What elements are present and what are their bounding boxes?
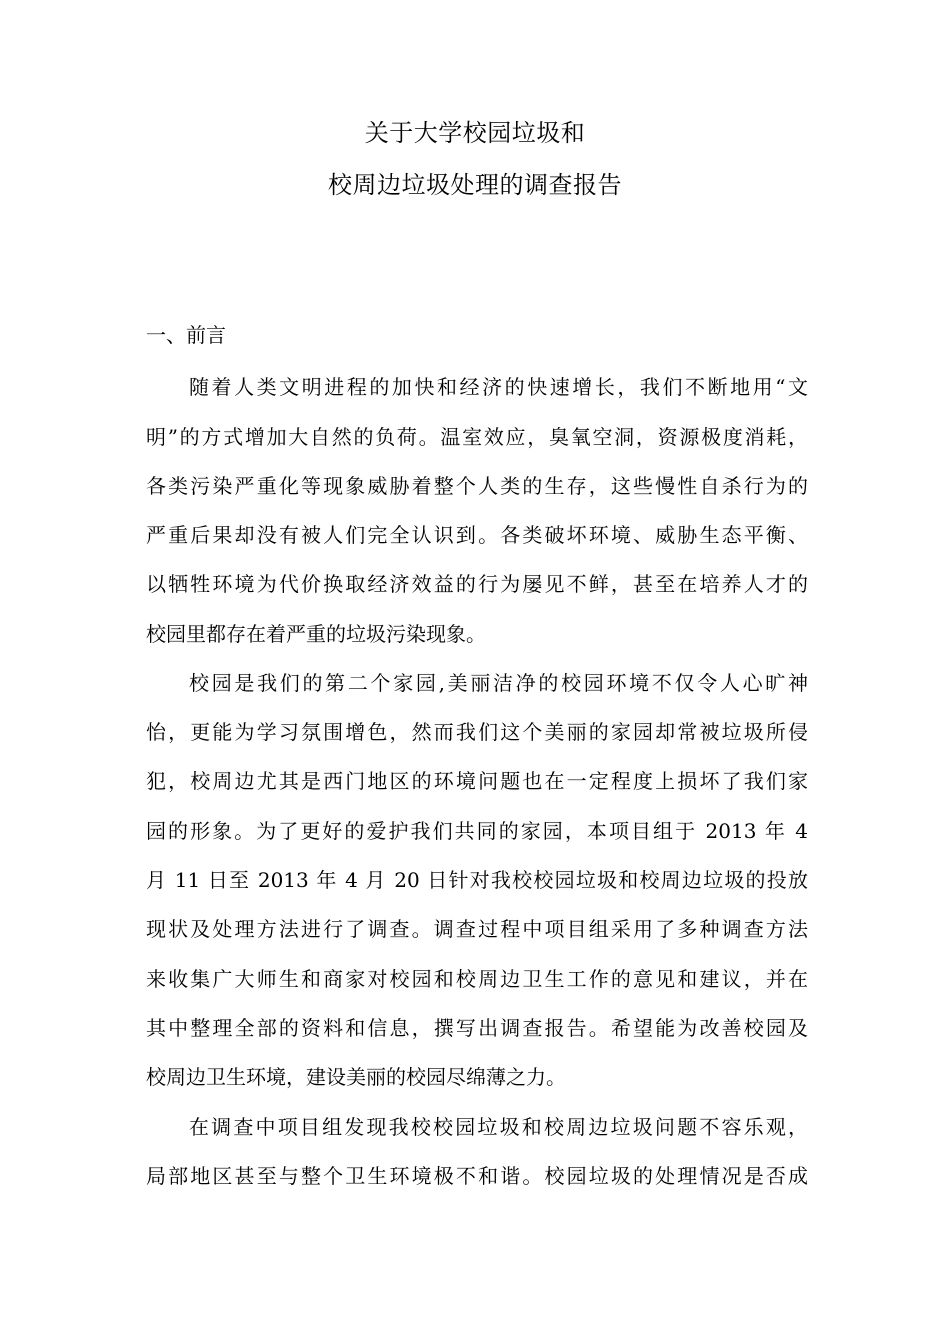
paragraph-line: 园的形象。为了更好的爱护我们共同的家园，本项目组于 2013 年 4 [146, 819, 808, 843]
paragraph-line: 以牺牲环境为代价换取经济效益的行为屡见不鲜，甚至在培养人才的 [146, 572, 808, 596]
paragraph-line: 校园里都存在着严重的垃圾污染现象。 [146, 622, 486, 646]
section-heading: 一、前言 [146, 323, 226, 347]
paragraph-line: 随着人类文明进程的加快和经济的快速增长，我们不断地用“文 [189, 375, 808, 399]
paragraph-line: 来收集广大师生和商家对校园和校周边卫生工作的意见和建议，并在 [146, 967, 808, 991]
document-title-line-1: 关于大学校园垃圾和 [364, 119, 586, 147]
paragraph-line: 现状及处理方法进行了调查。调查过程中项目组采用了多种调查方法 [146, 917, 808, 941]
paragraph-line: 怡，更能为学习氛围增色，然而我们这个美丽的家园却常被垃圾所侵 [146, 720, 808, 744]
paragraph-line: 月 11 日至 2013 年 4 月 20 日针对我校校园垃圾和校周边垃圾的投放 [146, 868, 808, 892]
paragraph-line: 局部地区甚至与整个卫生环境极不和谐。校园垃圾的处理情况是否成 [146, 1164, 808, 1188]
paragraph-line: 校园是我们的第二个家园,美丽洁净的校园环境不仅令人心旷神 [189, 671, 808, 695]
paragraph-line: 在调查中项目组发现我校校园垃圾和校周边垃圾问题不容乐观， [189, 1115, 808, 1139]
paragraph-line: 校周边卫生环境，建设美丽的校园尽绵薄之力。 [146, 1065, 566, 1089]
document-title-line-2: 校周边垃圾处理的调查报告 [328, 171, 622, 199]
paragraph-line: 其中整理全部的资料和信息，撰写出调查报告。希望能为改善校园及 [146, 1016, 808, 1040]
paragraph-line: 各类污染严重化等现象威胁着整个人类的生存，这些慢性自杀行为的 [146, 474, 808, 498]
paragraph-line: 犯，校周边尤其是西门地区的环境问题也在一定程度上损坏了我们家 [146, 769, 808, 793]
paragraph-line: 严重后果却没有被人们完全认识到。各类破坏环境、威胁生态平衡、 [146, 523, 808, 547]
paragraph-line: 明”的方式增加大自然的负荷。温室效应，臭氧空洞，资源极度消耗， [146, 425, 808, 449]
